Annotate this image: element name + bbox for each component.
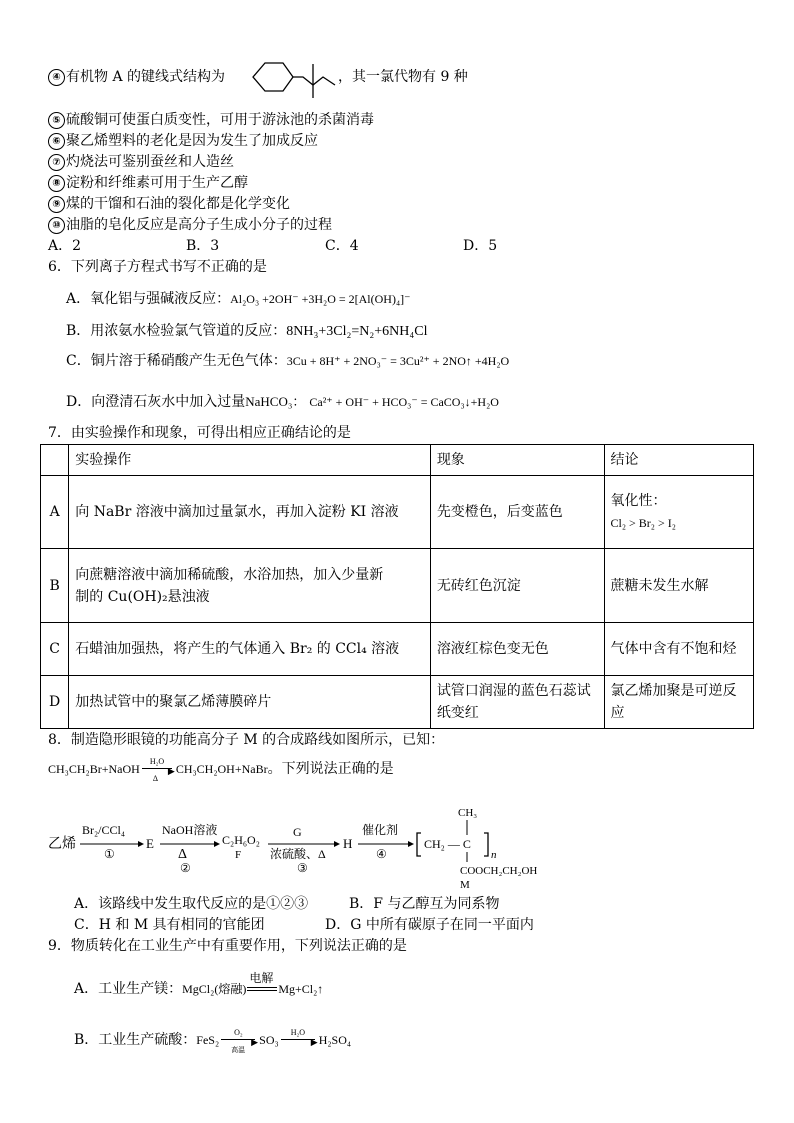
table-row[interactable]	[41, 476, 754, 549]
q5-option-d[interactable]: D．5	[463, 238, 498, 254]
q6-option-d[interactable]	[66, 393, 499, 411]
q7-stem: 7．由实验操作和现象，可得出相应正确结论的是	[48, 425, 351, 441]
reagent: NaHCO₃：	[245, 394, 306, 409]
polymer-side-chain: COOCH₂CH₂OH	[460, 865, 538, 877]
option-text: B．用浓氨水检验氯气管道的反应：	[66, 323, 287, 339]
arrow-over: O₂	[234, 1028, 243, 1037]
q8-known-reaction	[48, 757, 394, 783]
q6-option-b[interactable]	[66, 322, 428, 341]
q6-option-a[interactable]	[66, 290, 410, 308]
r3-condition: 浓硫酸、Δ	[270, 847, 326, 861]
r1-number: ①	[104, 847, 115, 861]
reaction-arrow: H₂O ▶ Δ	[140, 762, 176, 776]
operation-cell: 向 NaBr 溶液中滴加过量氯水，再加入淀粉 KI 溶液	[69, 476, 431, 549]
conclusion-text: 氧化性：	[610, 493, 667, 509]
statement-item	[48, 153, 234, 171]
item-text: 灼烧法可鉴别蚕丝和人造丝	[66, 154, 234, 170]
polymer-n: n	[491, 849, 497, 861]
operation-line: 向蔗糖溶液中滴加稀硫酸，水浴加热，加入少量新	[75, 566, 384, 583]
q9-option-b[interactable]	[74, 1028, 352, 1054]
operation-cell: 加热试管中的聚氯乙烯薄膜碎片	[69, 676, 431, 729]
statement-item	[48, 132, 318, 150]
q8-option-b[interactable]: B．F 与乙醇互为同系物	[349, 896, 500, 912]
compound-H: H	[343, 836, 353, 851]
option-text: A．氧化铝与强碱液反应：	[66, 291, 231, 307]
statement-item	[48, 174, 248, 192]
reaction-arrow: H₂O ▶	[279, 1033, 319, 1047]
skeletal-structure-A	[245, 58, 337, 102]
q8-option-d[interactable]: D．G 中所有碳原子在同一平面内	[325, 917, 534, 933]
item-4-tail: ，其一氯代物有 9 种	[338, 69, 468, 85]
conclusion-formula: Cl₂ > Br₂ > I₂	[610, 516, 676, 530]
polymer-main-chain: CH₂ — C	[424, 837, 471, 851]
arrow-under: Δ	[152, 774, 158, 783]
compound-F: F	[235, 849, 242, 861]
equation: Al₂O₃ +2OH⁻ +3H₂O = 2[Al(OH)₄]⁻	[230, 292, 411, 306]
equation: Ca²⁺ + OH⁻ + HCO₃⁻ = CaCO₃↓+H₂O	[309, 395, 499, 409]
item-text: 有机物 A 的键线式结构为	[66, 69, 226, 85]
reactant: FeS₂	[196, 1033, 220, 1047]
option-text: A．工业生产镁：	[74, 981, 183, 997]
item-number: ⑩	[48, 217, 65, 234]
item-text: 油脂的皂化反应是高分子生成小分子的过程	[66, 217, 332, 233]
r3-number: ③	[297, 861, 308, 875]
stem-tail: 。下列说法正确的是	[267, 761, 394, 777]
intermediate: SO₃	[259, 1033, 279, 1047]
arrow-over: 电解	[249, 971, 274, 985]
reaction-arrow: O₂ ▶ 高温	[219, 1033, 259, 1047]
r2-number: ②	[180, 861, 191, 875]
item-number: ⑧	[48, 175, 65, 192]
q5-option-b[interactable]: B．3	[186, 238, 220, 254]
row-label: D	[41, 676, 69, 729]
statement-item	[48, 111, 374, 129]
product: H₂SO₄	[318, 1033, 352, 1047]
compound-M: M	[460, 879, 470, 891]
phenomenon-cell: 试管口润湿的蓝色石蕊试纸变红	[430, 676, 604, 729]
table-header: 结论	[604, 445, 753, 476]
reactant: MgCl₂(熔融)	[182, 982, 247, 996]
reaction-arrow	[246, 971, 278, 996]
item-text: 硫酸铜可使蛋白质变性，可用于游泳池的杀菌消毒	[66, 112, 374, 128]
q8-option-c[interactable]: C．H 和 M 具有相同的官能团	[74, 917, 265, 933]
row-label: C	[41, 623, 69, 676]
item-number: ⑦	[48, 154, 65, 171]
phenomenon-cell: 无砖红色沉淀	[430, 549, 604, 623]
statement-item	[48, 216, 332, 234]
row-label: B	[41, 549, 69, 623]
equation: 3Cu + 8H⁺ + 2NO₃⁻ = 3Cu²⁺ + 2NO↑ +4H₂O	[286, 354, 510, 368]
polymer-ch3: CH₃	[458, 807, 478, 819]
item-text: 淀粉和纤维素可用于生产乙醇	[66, 175, 248, 191]
table-row[interactable]	[41, 549, 754, 623]
table-row[interactable]	[41, 676, 754, 729]
operation-line: 制的 Cu(OH)₂悬浊液	[75, 588, 210, 605]
compound-F-formula: C₂H₆O₂	[222, 833, 260, 847]
phenomenon-cell: 先变橙色，后变蓝色	[430, 476, 604, 549]
phenomenon-cell: 溶液红棕色变无色	[430, 623, 604, 676]
table-header	[41, 445, 69, 476]
item-number: ⑤	[48, 112, 65, 129]
row-label: A	[41, 476, 69, 549]
table-header: 实验操作	[69, 445, 431, 476]
table-header-row	[41, 445, 754, 476]
operation-cell	[69, 549, 431, 623]
item-number: ⑨	[48, 196, 65, 213]
arrow-over: H₂O	[149, 757, 165, 766]
operation-cell: 石蜡油加强热，将产生的气体通入 Br₂ 的 CCl₄ 溶液	[69, 623, 431, 676]
item-number: ④	[48, 69, 65, 86]
q6-stem: 6．下列离子方程式书写不正确的是	[48, 259, 267, 275]
item-number: ⑥	[48, 133, 65, 150]
r4-catalyst: 催化剂	[362, 823, 399, 837]
r2-condition: Δ	[178, 847, 188, 862]
products: CH₃CH₂OH+NaBr	[175, 762, 268, 776]
item-text: 煤的干馏和石油的裂化都是化学变化	[66, 196, 290, 212]
reactants: CH₃CH₂Br+NaOH	[48, 762, 140, 776]
r2-reagent: NaOH溶液	[162, 823, 218, 837]
conclusion-cell: 蔗糖未发生水解	[604, 549, 753, 623]
statement-item	[48, 195, 290, 213]
compound-E: E	[146, 836, 154, 851]
q9-stem: 9．物质转化在工业生产中有重要作用，下列说法正确的是	[48, 938, 407, 954]
r1-reagent: Br₂/CCl₄	[82, 823, 126, 837]
option-text: C．铜片溶于稀硝酸产生无色气体：	[66, 353, 287, 369]
synthesis-route-diagram	[40, 800, 570, 892]
q9-option-a[interactable]	[74, 971, 324, 998]
equation: 8NH₃+3Cl₂=N₂+6NH₄Cl	[286, 324, 428, 339]
q5-option-c[interactable]: C．4	[325, 238, 359, 254]
start-ethylene: 乙烯	[48, 837, 76, 852]
experiment-table	[40, 444, 754, 729]
option-text: B．工业生产硫酸：	[74, 1032, 197, 1048]
table-header: 现象	[430, 445, 604, 476]
q6-option-c[interactable]	[66, 352, 509, 370]
q5-option-a[interactable]: A．2	[48, 238, 82, 254]
r4-number: ④	[376, 847, 387, 861]
item-text: 聚乙烯塑料的老化是因为发生了加成反应	[66, 133, 318, 149]
q8-stem: 8．制造隐形眼镜的功能高分子 M 的合成路线如图所示，已知：	[48, 732, 445, 748]
conclusion-cell	[604, 476, 753, 549]
conclusion-cell: 气体中含有不饱和烃	[604, 623, 753, 676]
table-row[interactable]	[41, 623, 754, 676]
arrow-over: H₂O	[290, 1028, 306, 1037]
arrow-under: 高温	[231, 1046, 246, 1054]
item-4	[48, 68, 225, 86]
product: Mg+Cl₂↑	[278, 982, 324, 996]
option-text: D．向澄清石灰水中加入过量	[66, 394, 246, 410]
conclusion-cell: 氯乙烯加聚是可逆反应	[604, 676, 753, 729]
r3-reagent-G: G	[293, 825, 302, 839]
q8-option-a[interactable]: A．该路线中发生取代反应的是①②③	[74, 896, 309, 912]
